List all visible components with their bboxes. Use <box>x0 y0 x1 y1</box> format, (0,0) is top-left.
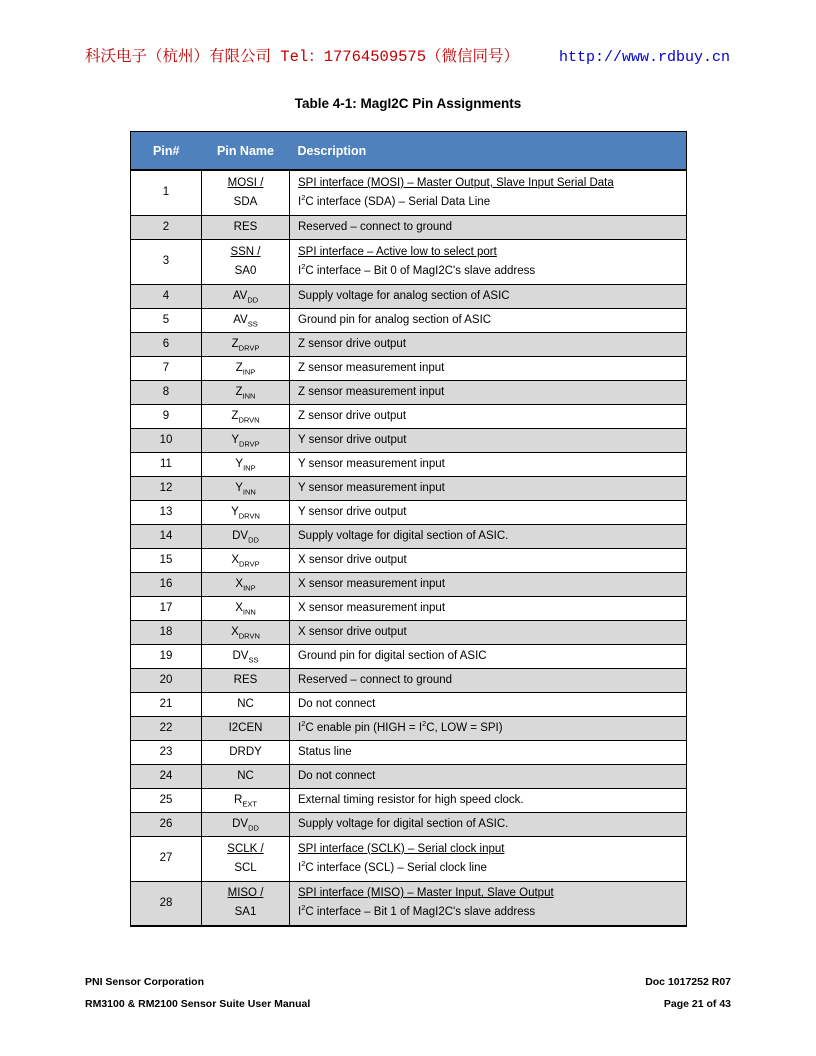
description-line <box>298 695 678 714</box>
pin-number-cell: 1 <box>131 170 202 215</box>
description-line-text: $I^2C$ interface (SCL) – Serial clock line <box>298 858 487 874</box>
description-cell <box>290 572 687 596</box>
description-line-text: X sensor drive output <box>298 553 407 566</box>
description-line-text: Status line <box>298 745 352 758</box>
pin-name-line-text: RES <box>233 220 258 233</box>
pin-name-line <box>202 599 289 618</box>
pin-name-line <box>202 383 289 402</box>
pin-name-cell <box>202 404 290 428</box>
footer-right <box>645 971 731 1015</box>
description-line-text: Ground pin for digital section of ASIC <box>298 649 487 662</box>
pin-name-line-text: $Y_{DRVP}$ <box>231 433 260 448</box>
pin-name-line-text: MISO / <box>227 887 264 900</box>
subscript: INP <box>243 462 256 472</box>
pin-name-cell <box>202 170 290 215</box>
description-cell <box>290 380 687 404</box>
description-line-text: SPI interface – Active low to select port <box>298 245 497 258</box>
pin-number-cell: 25 <box>131 788 202 812</box>
pin-name-line-text: $AV_{SS}$ <box>233 313 258 328</box>
pin-name-line <box>202 174 289 193</box>
description-line-text: X sensor measurement input <box>298 577 446 590</box>
description-cell <box>290 308 687 332</box>
pin-name-cell <box>202 572 290 596</box>
pin-number-cell: 5 <box>131 308 202 332</box>
pin-number-cell: 13 <box>131 500 202 524</box>
pin-name-line <box>202 359 289 378</box>
description-line-text: SPI interface (MOSI) – Master Output, Slave Input Serial Data <box>298 176 614 189</box>
description-line <box>298 243 678 262</box>
description-cell <box>290 764 687 788</box>
description-line <box>298 193 678 212</box>
description-cell <box>290 716 687 740</box>
pin-name-line <box>202 671 289 690</box>
subscript: DRVN <box>238 510 260 520</box>
column-header-pin-name: Pin Name <box>202 132 290 171</box>
pin-name-cell <box>202 428 290 452</box>
pin-name-line-text: $Z_{DRVP}$ <box>231 337 260 352</box>
pin-name-line <box>202 884 289 903</box>
description-line <box>298 903 678 922</box>
pin-number-cell: 15 <box>131 548 202 572</box>
superscript: 2 <box>422 718 427 728</box>
table-row <box>131 476 687 500</box>
description-line-text: $I^2C$ interface – Bit 1 of MagI2C's slave address <box>298 903 536 919</box>
pin-number-cell: 19 <box>131 644 202 668</box>
table-row <box>131 572 687 596</box>
table-row <box>131 404 687 428</box>
table-header-row <box>131 132 687 171</box>
pin-name-line <box>202 193 289 212</box>
subscript: DRVN <box>238 630 260 640</box>
description-line-text: $I^2C$ enable pin (HIGH = $I^2C$, LOW = SPI) <box>298 718 503 734</box>
description-cell <box>290 170 687 215</box>
description-line-text: Do not connect <box>298 769 376 782</box>
pin-number-cell: 16 <box>131 572 202 596</box>
description-line <box>298 335 678 354</box>
pin-name-line-text: MOSI / <box>227 176 264 189</box>
pin-name-cell <box>202 452 290 476</box>
description-cell <box>290 239 687 284</box>
description-line-text: Z sensor measurement input <box>298 385 445 398</box>
description-cell <box>290 548 687 572</box>
description-cell <box>290 476 687 500</box>
pin-name-line-text: $X_{DRVN}$ <box>231 625 260 640</box>
superscript: 2 <box>301 903 306 913</box>
table-row <box>131 620 687 644</box>
description-line <box>298 431 678 450</box>
pin-number-cell: 7 <box>131 356 202 380</box>
pin-name-line-text: $Z_{INN}$ <box>235 385 256 400</box>
description-cell <box>290 356 687 380</box>
description-line <box>298 575 678 594</box>
pin-name-cell <box>202 356 290 380</box>
description-line <box>298 218 678 237</box>
pin-name-line <box>202 840 289 859</box>
column-header-description: Description <box>290 132 687 171</box>
footer-company: PNI Sensor Corporation <box>85 976 205 988</box>
pin-name-line-text: $Y_{INP}$ <box>235 457 256 472</box>
description-line <box>298 527 678 546</box>
description-cell <box>290 740 687 764</box>
subscript: SS <box>248 654 259 664</box>
pin-name-line-text: $DV_{DD}$ <box>232 817 259 832</box>
pin-number-cell: 18 <box>131 620 202 644</box>
pin-name-line-text: SDA <box>233 195 258 208</box>
pin-name-cell <box>202 596 290 620</box>
pin-name-line-text: RES <box>233 673 258 686</box>
table-row <box>131 170 687 215</box>
pin-name-cell <box>202 215 290 239</box>
superscript: 2 <box>301 718 306 728</box>
pin-name-line <box>202 551 289 570</box>
description-line <box>298 647 678 666</box>
pin-name-line <box>202 287 289 306</box>
pin-name-cell <box>202 812 290 836</box>
description-line-text: Y sensor drive output <box>298 433 407 446</box>
pin-name-line-text: $Z_{DRVN}$ <box>231 409 260 424</box>
pin-name-line-text: SA0 <box>234 264 257 277</box>
pin-name-line <box>202 455 289 474</box>
pin-name-cell <box>202 620 290 644</box>
pin-number-cell: 24 <box>131 764 202 788</box>
pin-name-cell <box>202 332 290 356</box>
description-line <box>298 840 678 859</box>
pin-number-cell: 21 <box>131 692 202 716</box>
subscript: DRVP <box>238 342 260 352</box>
description-line <box>298 791 678 810</box>
pin-name-line <box>202 311 289 330</box>
description-line-text: Reserved – connect to ground <box>298 673 453 686</box>
description-line-text: Z sensor measurement input <box>298 361 445 374</box>
subscript: DRVN <box>238 414 260 424</box>
table-row <box>131 836 687 881</box>
footer-page-number: Page 21 of 43 <box>663 998 731 1010</box>
pin-name-line <box>202 903 289 922</box>
subscript: DD <box>247 294 259 304</box>
pin-number-cell: 26 <box>131 812 202 836</box>
footer-doc-number: Doc 1017252 R07 <box>645 976 731 988</box>
supplier-header <box>85 44 730 66</box>
pin-name-line <box>202 243 289 262</box>
pin-name-line-text: SCLK / <box>227 842 264 855</box>
superscript: 2 <box>301 858 306 868</box>
table-row <box>131 764 687 788</box>
description-line <box>298 359 678 378</box>
pin-name-line-text: SA1 <box>234 906 257 919</box>
table-row <box>131 215 687 239</box>
table-title: Table 4-1: MagI2C Pin Assignments <box>294 96 522 111</box>
pin-name-cell <box>202 308 290 332</box>
table-header <box>131 132 687 171</box>
pin-number-cell: 23 <box>131 740 202 764</box>
page-footer <box>85 971 731 1015</box>
subscript: INN <box>242 390 256 400</box>
table-row <box>131 644 687 668</box>
pin-number-cell: 27 <box>131 836 202 881</box>
table-row <box>131 524 687 548</box>
description-line-text: External timing resistor for high speed clock. <box>298 793 524 806</box>
pin-name-line-text: $DV_{SS}$ <box>232 649 259 664</box>
pin-number-cell: 17 <box>131 596 202 620</box>
pin-number-cell: 4 <box>131 284 202 308</box>
pin-name-cell <box>202 239 290 284</box>
table-row <box>131 596 687 620</box>
description-line-text: $I^2C$ interface – Bit 0 of MagI2C's slave address <box>298 261 536 277</box>
supplier-website-link[interactable]: http://www.rdbuy.cn <box>558 49 730 66</box>
pin-name-cell <box>202 284 290 308</box>
pin-name-line <box>202 503 289 522</box>
pin-name-line-text: NC <box>237 769 254 782</box>
description-line-text: Supply voltage for digital section of ASIC. <box>298 817 509 830</box>
description-cell <box>290 812 687 836</box>
description-line <box>298 407 678 426</box>
description-cell <box>290 596 687 620</box>
description-line-text: Y sensor measurement input <box>298 481 445 494</box>
pin-name-line-text: $X_{INN}$ <box>235 601 256 616</box>
pin-name-line-text: SCL <box>234 861 257 874</box>
pin-name-line-text: $Y_{INN}$ <box>235 481 256 496</box>
table-row <box>131 332 687 356</box>
pin-number-cell: 20 <box>131 668 202 692</box>
table-row <box>131 740 687 764</box>
description-line-text: Supply voltage for digital section of ASIC. <box>298 529 509 542</box>
pin-name-line-text: SSN / <box>230 245 261 258</box>
description-line <box>298 174 678 193</box>
description-line-text: X sensor drive output <box>298 625 407 638</box>
table-row <box>131 239 687 284</box>
pin-name-cell <box>202 644 290 668</box>
pin-name-line-text: DRDY <box>229 745 262 758</box>
supplier-company-text: 科沃电子（杭州）有限公司 Tel：17764509575（微信同号） <box>85 48 520 66</box>
description-line <box>298 262 678 281</box>
pin-name-cell <box>202 881 290 926</box>
description-line-text: SPI interface (SCLK) – Serial clock input <box>298 842 505 855</box>
pin-name-line-text: $X_{INP}$ <box>235 577 256 592</box>
description-line-text: Z sensor drive output <box>298 409 407 422</box>
pin-name-line-text: $Z_{INP}$ <box>235 361 256 376</box>
description-cell <box>290 692 687 716</box>
description-line <box>298 455 678 474</box>
description-line <box>298 623 678 642</box>
description-line-text: Ground pin for analog section of ASIC <box>298 313 492 326</box>
table-row <box>131 548 687 572</box>
description-line-text: $I^2C$ interface (SDA) – Serial Data Line <box>298 192 491 208</box>
description-line <box>298 287 678 306</box>
subscript: INP <box>243 582 256 592</box>
description-cell <box>290 881 687 926</box>
description-line <box>298 815 678 834</box>
table-row <box>131 716 687 740</box>
subscript: DRVP <box>238 558 260 568</box>
subscript: DRVP <box>238 438 260 448</box>
pin-number-cell: 9 <box>131 404 202 428</box>
pin-number-cell: 11 <box>131 452 202 476</box>
pin-number-cell: 8 <box>131 380 202 404</box>
table-row <box>131 668 687 692</box>
pin-table-body <box>131 170 687 926</box>
pin-name-cell <box>202 716 290 740</box>
pin-name-line <box>202 218 289 237</box>
description-cell <box>290 836 687 881</box>
pin-name-line <box>202 647 289 666</box>
description-cell <box>290 524 687 548</box>
table-row <box>131 284 687 308</box>
pin-name-line <box>202 623 289 642</box>
description-cell <box>290 668 687 692</box>
pin-name-line <box>202 815 289 834</box>
description-line-text: Supply voltage for analog section of ASIC <box>298 289 510 302</box>
description-line-text: X sensor measurement input <box>298 601 446 614</box>
table-row <box>131 380 687 404</box>
pin-name-line <box>202 262 289 281</box>
superscript: 2 <box>301 192 306 202</box>
description-line <box>298 599 678 618</box>
pin-name-cell <box>202 380 290 404</box>
description-line <box>298 884 678 903</box>
description-line <box>298 311 678 330</box>
pin-name-line-text: $AV_{DD}$ <box>232 289 259 304</box>
pin-name-line <box>202 527 289 546</box>
pin-name-line-text: $Y_{DRVN}$ <box>231 505 260 520</box>
pin-name-line <box>202 791 289 810</box>
description-line <box>298 859 678 878</box>
description-line <box>298 551 678 570</box>
pin-number-cell: 14 <box>131 524 202 548</box>
description-line-text: Reserved – connect to ground <box>298 220 453 233</box>
pin-name-cell <box>202 692 290 716</box>
pin-name-line-text: I2CEN <box>228 721 263 734</box>
description-cell <box>290 500 687 524</box>
pin-number-cell: 3 <box>131 239 202 284</box>
subscript: SS <box>247 318 258 328</box>
pin-assignments-table <box>130 131 687 927</box>
description-cell <box>290 332 687 356</box>
table-row <box>131 428 687 452</box>
description-cell <box>290 620 687 644</box>
pin-name-line <box>202 743 289 762</box>
pin-name-line <box>202 695 289 714</box>
description-cell <box>290 215 687 239</box>
description-line <box>298 719 678 738</box>
column-header-pin: Pin# <box>131 132 202 171</box>
table-row <box>131 452 687 476</box>
description-line <box>298 479 678 498</box>
description-line-text: Do not connect <box>298 697 376 710</box>
pin-name-cell <box>202 668 290 692</box>
pin-number-cell: 2 <box>131 215 202 239</box>
pin-name-cell <box>202 764 290 788</box>
pin-name-cell <box>202 476 290 500</box>
pin-name-line-text: $R_{EXT}$ <box>234 793 257 808</box>
table-row <box>131 500 687 524</box>
footer-left <box>85 971 310 1015</box>
superscript: 2 <box>301 261 306 271</box>
description-cell <box>290 284 687 308</box>
table-row <box>131 881 687 926</box>
table-row <box>131 692 687 716</box>
pin-name-line <box>202 859 289 878</box>
description-line-text: Y sensor measurement input <box>298 457 445 470</box>
pin-name-cell <box>202 836 290 881</box>
pin-name-cell <box>202 524 290 548</box>
subscript: INP <box>242 366 256 376</box>
pin-name-line <box>202 479 289 498</box>
pin-name-line-text: $DV_{DD}$ <box>232 529 259 544</box>
table-row <box>131 308 687 332</box>
description-line <box>298 383 678 402</box>
pin-name-cell <box>202 548 290 572</box>
pin-name-line <box>202 719 289 738</box>
description-line <box>298 671 678 690</box>
pin-number-cell: 28 <box>131 881 202 926</box>
description-line-text: Y sensor drive output <box>298 505 407 518</box>
description-line-text: SPI interface (MISO) – Master Input, Slave Output <box>298 887 554 900</box>
footer-manual-title: RM3100 & RM2100 Sensor Suite User Manual <box>85 998 311 1010</box>
description-cell <box>290 788 687 812</box>
subscript: EXT <box>242 798 257 808</box>
pin-name-line-text: $X_{DRVP}$ <box>231 553 260 568</box>
description-line-text: Z sensor drive output <box>298 337 407 350</box>
pin-name-line <box>202 767 289 786</box>
pin-name-cell <box>202 740 290 764</box>
pin-number-cell: 22 <box>131 716 202 740</box>
pin-name-line-text: NC <box>237 697 254 710</box>
description-cell <box>290 644 687 668</box>
pin-number-cell: 10 <box>131 428 202 452</box>
description-line <box>298 743 678 762</box>
subscript: DD <box>248 822 259 832</box>
pin-name-line <box>202 575 289 594</box>
pin-name-cell <box>202 788 290 812</box>
description-cell <box>290 452 687 476</box>
pin-name-line <box>202 335 289 354</box>
pin-number-cell: 12 <box>131 476 202 500</box>
pin-number-cell: 6 <box>131 332 202 356</box>
description-cell <box>290 428 687 452</box>
description-cell <box>290 404 687 428</box>
description-line <box>298 503 678 522</box>
pin-name-cell <box>202 500 290 524</box>
subscript: INN <box>242 486 256 496</box>
table-row <box>131 788 687 812</box>
table-row <box>131 812 687 836</box>
subscript: DD <box>248 534 259 544</box>
pin-name-line <box>202 431 289 450</box>
pin-name-line <box>202 407 289 426</box>
table-row <box>131 356 687 380</box>
description-line <box>298 767 678 786</box>
subscript: INN <box>242 606 256 616</box>
